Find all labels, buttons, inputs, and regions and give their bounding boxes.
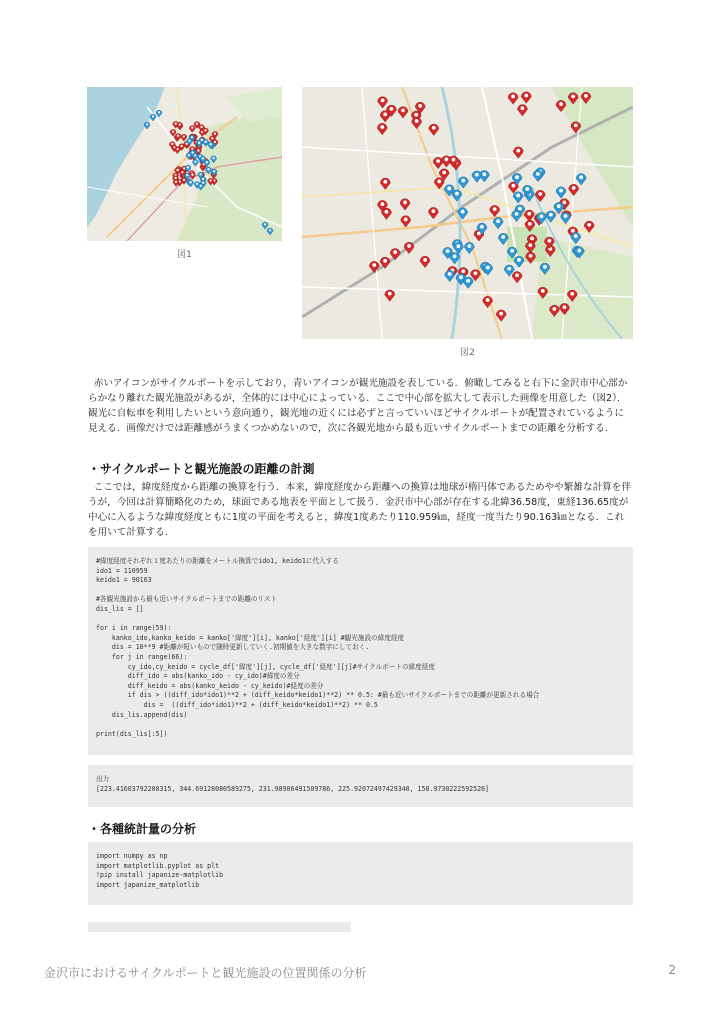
city-center-map-image xyxy=(302,87,633,339)
analysis-paragraph-1: 赤いアイコンがサイクルポートを示しており，青いアイコンが観光施設を表している．俯瞰してみると右下に金沢市中心部からかなり離れた観光施設があるが，全体的には中心によっている．ここで中心部を拡大して表示した画像を用意した（図2）．観光に自転車を利用したいという意向通り，観光地の近くには必ずと言っていいほどサイクルポートが配置されているように見える．画像だけでは距離感がうまくつかめないので，次に各観光地から最も近いサイクルポートまでの距離を分析する． xyxy=(88,378,628,434)
code-block-partial xyxy=(88,922,351,932)
page-number: 2 xyxy=(668,963,676,977)
footer-title: 金沢市におけるサイクルポートと観光施設の位置関係の分析 xyxy=(44,966,367,980)
section-heading-statistics: ・各種統計量の分析 xyxy=(88,822,197,836)
code-block-imports: import numpy as np import matplotlib.pyplot as plt !pip install japanize-matplotlib import japanize_matplotlib xyxy=(88,842,633,905)
code-output-block: 出力 [223.41603792208315, 344.69128080589275, 231.98906491509786, 225.92072497429348, 150.9730222592526] xyxy=(88,765,633,807)
figure-2-caption: 図2 xyxy=(460,348,475,358)
section-heading-distance: ・サイクルポートと観光施設の距離の計測 xyxy=(88,462,315,476)
figure-1-map xyxy=(87,87,282,241)
analysis-paragraph-2: ここでは，緯度経度から距離の換算を行う．本来，緯度経度から距離への換算は地球が楕円体であるためやや繁雑な計算を伴うが，今回は計算簡略化のため，球面である地表を平面として扱う．金沢市中心部が存在する北緯36.58度，東経136.65度が中心に入るような緯度経度ともに1度の平面を考えると，緯度1度あたり110.959㎞，経度一度当たり90.163㎞となる．これを用いて計算する． xyxy=(88,482,631,538)
figure-2-map xyxy=(302,87,633,339)
overview-map-image xyxy=(87,87,282,241)
figure-1-caption: 図1 xyxy=(177,250,192,260)
code-block-distance: #緯度経度それぞれ１度あたりの距離をメートル換算でido1, keido1に代入する ido1 = 110959 keido1 = 90163 #各観光施設から最も近いサイクルポートまでの距離のリスト dis_lis = [] for i in range(59): kanko_ido,kanko_keido = kanko['緯度'][i], kanko['経度'][i] #観光施設の緯度経度 dis = 10**9 #距離が短いもので随時更新していく.初期値を大きな数字にしておく. for j in range(66): cy_ido,cy_keido = cycle_df['緯度'][j], cycle_df['経度'][j]#サイクルポートの緯度経度 diff_ido = abs(kanko_ido - cy_ido)#緯度の差分 diff_keido = abs(kanko_keido - cy_keido)#経度の差分 if dis > ((diff_ido*ido1)**2 + (diff_keido*keido1)**2) ** 0.5: #最も近いサイクルポートまでの距離が更新される場合 dis = ((diff_ido*ido1)**2 + (diff_keido*keido1)**2) ** 0.5 dis_lis.append(dis) print(dis_lis[:5]) xyxy=(88,547,633,755)
